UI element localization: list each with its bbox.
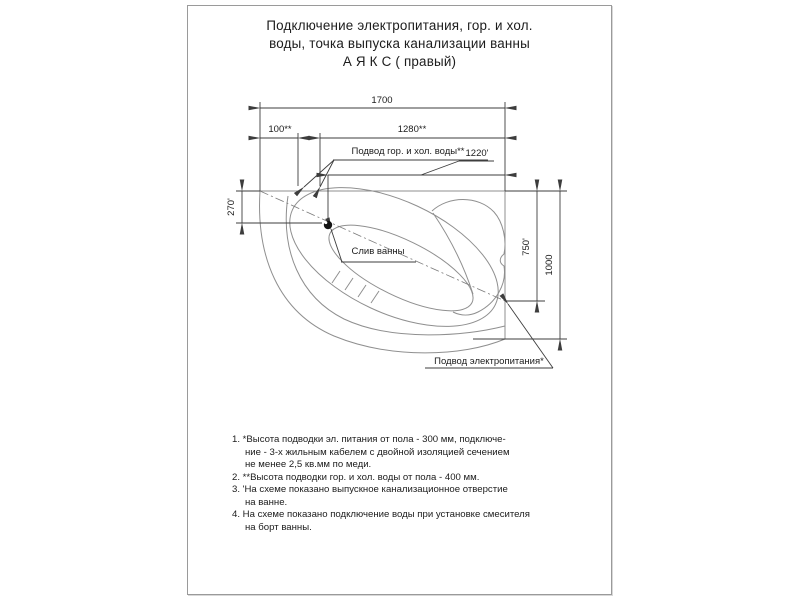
note-line: ние - 3-х жильным кабелем с двойной изоляцией сечением xyxy=(245,446,510,458)
note-line: 4. На схеме показано подключение воды при установке смесителя xyxy=(232,509,530,520)
dim-water-offset-left: 100** xyxy=(268,124,292,135)
title-line-3: А Я К С ( правый) xyxy=(342,54,457,69)
title-line-1: Подключение электропитания, гор. и хол. xyxy=(266,18,533,33)
note-line: 1. *Высота подводки эл. питания от пола - 300 мм, подключе- xyxy=(232,434,506,445)
dim-power-offset-top: 750' xyxy=(521,238,532,256)
title-line-2: воды, точка выпуска канализации ванны xyxy=(269,36,530,51)
dim-overall-depth: 1000 xyxy=(544,254,555,276)
note-line: 3. 'На схеме показано выпускное канализационное отверстие xyxy=(232,484,508,495)
notes-list xyxy=(232,434,572,534)
page-title xyxy=(188,17,611,71)
note-line: на ванне. xyxy=(245,496,288,508)
dim-overall-width: 1700 xyxy=(371,95,393,106)
note-line: на борт ванны. xyxy=(245,521,312,533)
label-water-supply: Подвод гор. и хол. воды** xyxy=(351,146,465,157)
dim-drain-span: 1220' xyxy=(465,148,489,159)
dim-water-span: 1280** xyxy=(397,124,427,135)
note-line: не менее 2,5 кв.мм по меди. xyxy=(245,459,372,470)
drawing-sheet xyxy=(187,5,612,595)
label-power-supply: Подвод электропитания* xyxy=(434,356,544,367)
note-line: 2. **Высота подводки гор. и хол. воды от пола - 400 мм. xyxy=(232,471,480,483)
dim-drain-offset-top: 270' xyxy=(226,198,237,216)
label-drain: Слив ванны xyxy=(351,246,405,257)
